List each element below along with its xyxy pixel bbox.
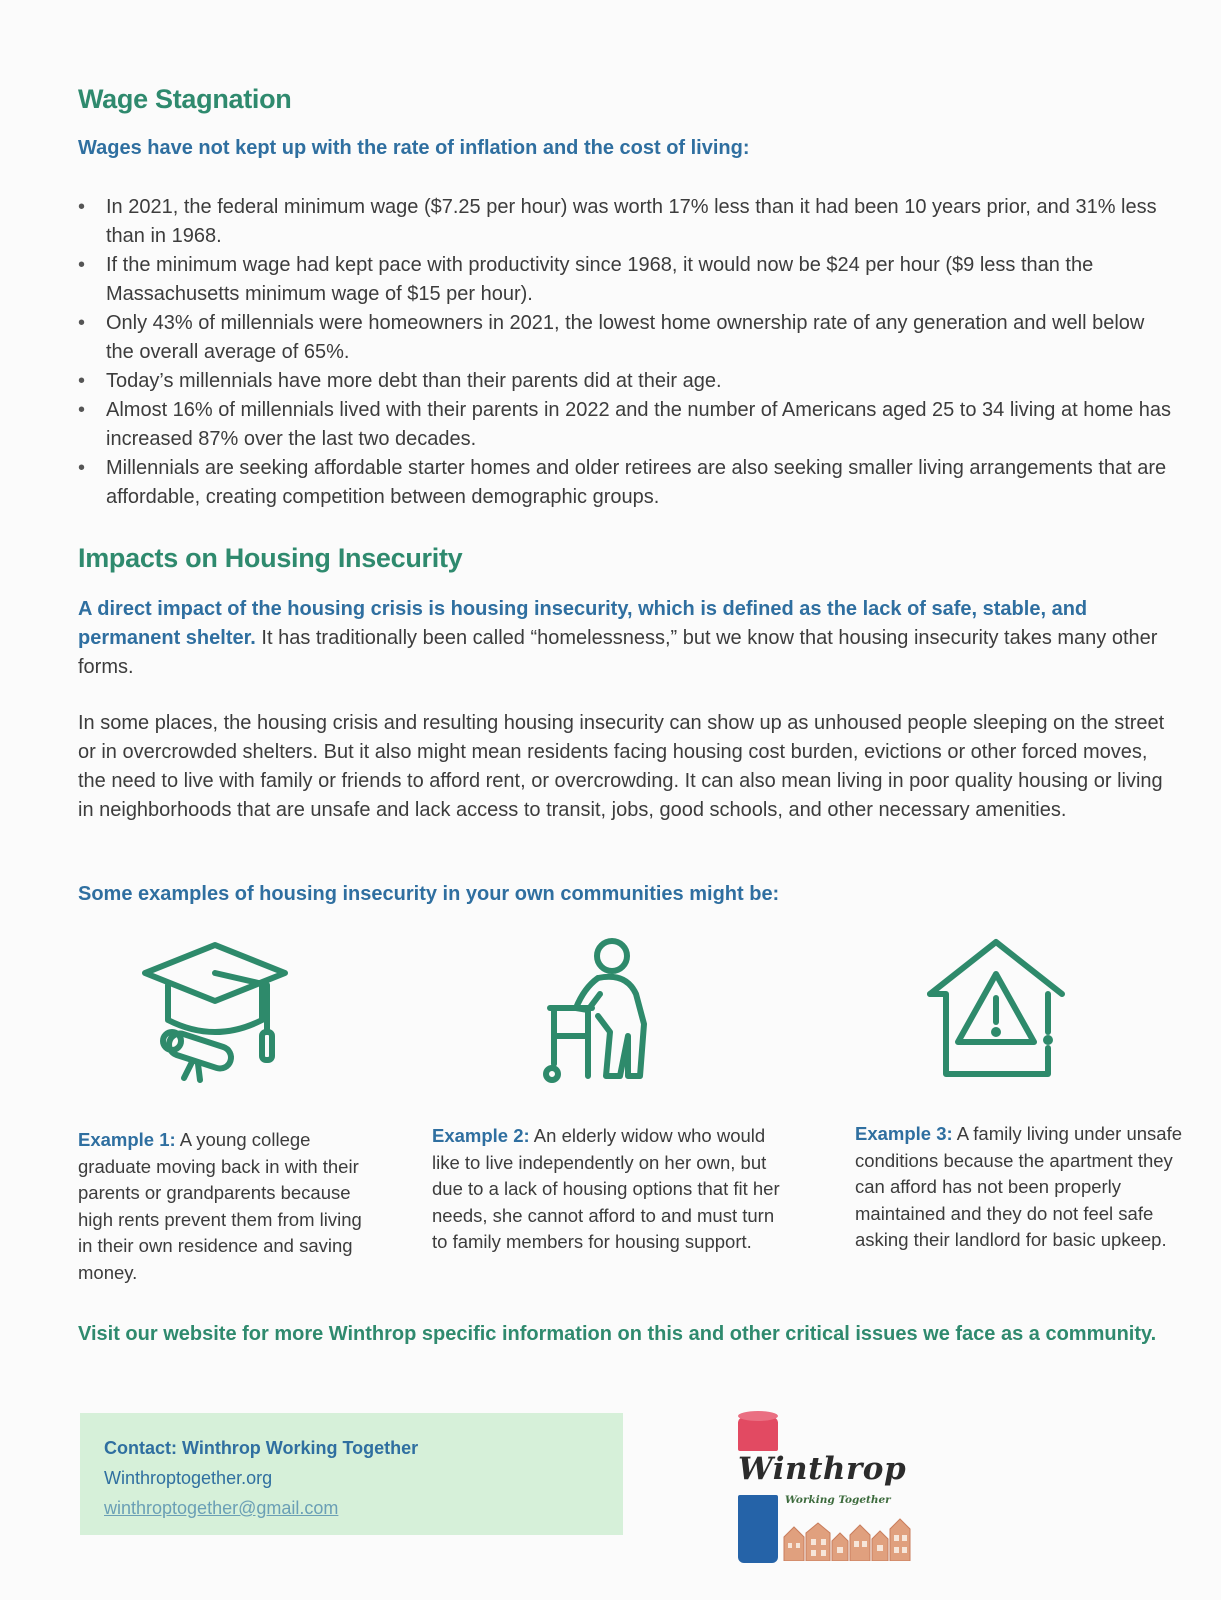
example-3-text: A family living under unsafe conditions because the apartment they can afford has not been properly maintained and they do not feel safe asking their landlord for basic upkeep. — [855, 1123, 1183, 1250]
examples-heading: Some examples of housing insecurity in your own communities might be: — [78, 883, 780, 905]
list-item: • In 2021, the federal minimum wage ($7.25 per hour) was worth 17% less than it had been 10 years prior, and 31% less than in 1968. — [78, 193, 1173, 251]
logo-blue-block — [738, 1495, 778, 1563]
impacts-definition: A direct impact of the housing crisis is housing insecurity, which is defined as the lack of safe, stable, and permanent shelter. — [78, 598, 1088, 649]
logo-red-block — [738, 1417, 778, 1451]
list-item: • If the minimum wage had kept pace with productivity since 1968, it would now be $24 per hour ($9 less than the Massachusetts minimum wage of $15 per hour). — [78, 251, 1173, 309]
wage-stagnation-heading: Wage Stagnation — [78, 84, 292, 114]
example-2-label: Example 2: — [432, 1125, 530, 1146]
graduation-cap-icon — [140, 940, 290, 1085]
example-1-label: Example 1: — [78, 1129, 176, 1150]
impacts-paragraph-1-rest: It has traditionally been called “homelessness,” but we know that housing insecurity takes many other forms. — [78, 627, 1158, 678]
example-2 — [432, 1123, 792, 1256]
list-item: • Millennials are seeking affordable starter homes and older retirees are also seeking smaller living arrangements that are affordable, creating competition between demographic groups. — [78, 454, 1173, 512]
winthrop-logo — [738, 1417, 918, 1565]
example-1-text: A young college graduate moving back in with their parents or grandparents because high rents prevent them from living in their own residence and saving money. — [78, 1129, 362, 1283]
contact-title: Contact: Winthrop Working Together — [104, 1438, 419, 1458]
house-warning-icon — [920, 936, 1072, 1082]
example-2-text: An elderly widow who would like to live independently on her own, but due to a lack of housing options that fit her needs, she cannot afford to and must turn to family members for housing support. — [432, 1125, 780, 1252]
list-item: • Only 43% of millennials were homeowners in 2021, the lowest home ownership rate of any generation and well below the overall average of 65%. — [78, 309, 1173, 367]
logo-wordmark: Winthrop — [738, 1451, 907, 1487]
visit-website-callout: Visit our website for more Winthrop specific information on this and other critical issues we face as a community. — [78, 1323, 1157, 1345]
example-3-label: Example 3: — [855, 1123, 953, 1144]
impacts-paragraph-2: In some places, the housing crisis and resulting housing insecurity can show up as unhoused people sleeping on the street or in overcrowded shelters. But it also might mean residents facing housing cost burden, evictions or other forced moves, the need to live with family or friends to afford rent, or overcrowding. It can also mean living in poor quality housing or living in neighborhoods that are unsafe and lack access to transit, jobs, good schools, and other necessary amenities. — [78, 712, 1165, 821]
contact-box — [80, 1413, 623, 1535]
elderly-walker-icon — [540, 936, 665, 1084]
contact-website-link[interactable]: Winthroptogether.org — [104, 1468, 273, 1488]
list-item: • Almost 16% of millennials lived with their parents in 2022 and the number of Americans aged 25 to 34 living at home has increased 87% over the last two decades. — [78, 396, 1173, 454]
logo-tagline: Working Together — [785, 1494, 891, 1506]
logo-houses-icon — [782, 1515, 912, 1561]
impacts-paragraph-1 — [78, 595, 1178, 682]
wage-subheading: Wages have not kept up with the rate of inflation and the cost of living: — [78, 137, 750, 159]
contact-email-link[interactable]: winthroptogether@gmail.com — [104, 1498, 339, 1518]
impacts-heading: Impacts on Housing Insecurity — [78, 543, 463, 573]
list-item: • Today’s millennials have more debt than their parents did at their age. — [78, 367, 1173, 396]
example-1 — [78, 1127, 378, 1286]
wage-bullet-list — [78, 193, 1173, 512]
example-3 — [855, 1121, 1185, 1254]
